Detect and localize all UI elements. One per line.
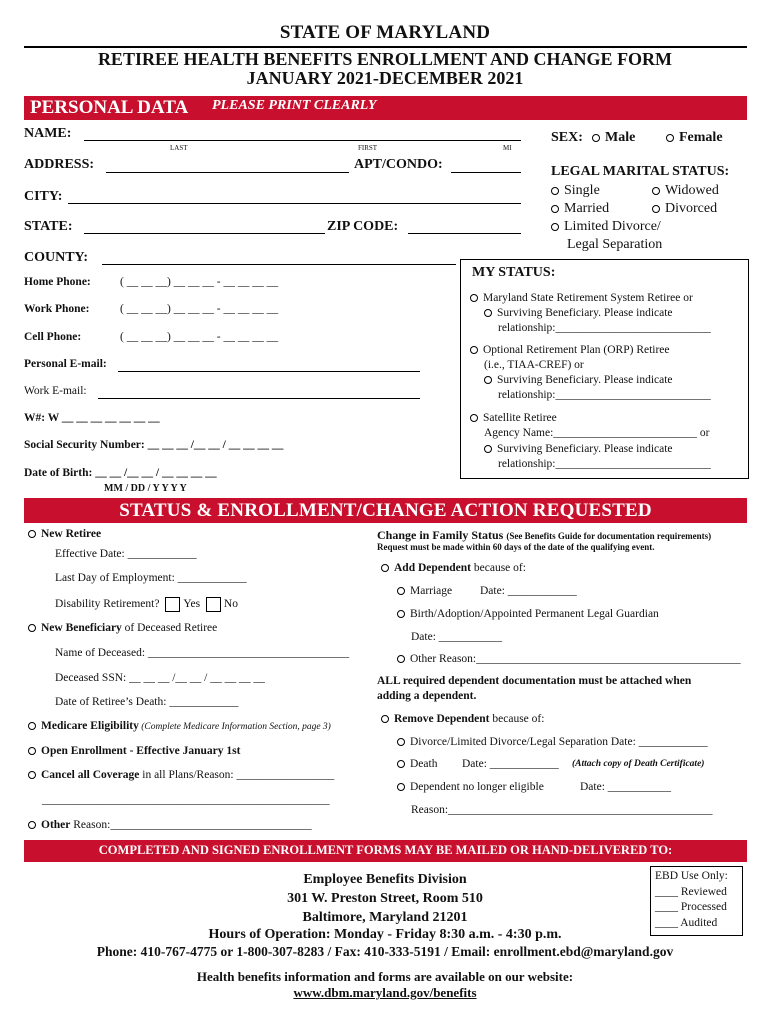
- cancel-label: Cancel all Coverage: [41, 769, 140, 781]
- other-reason-option[interactable]: [397, 653, 741, 665]
- ebd-title: EBD Use Only:: [655, 870, 728, 882]
- other-label: Other: [41, 819, 71, 831]
- radio-icon: [652, 187, 660, 195]
- orp-example: (i.e., TIAA-CREF) or: [484, 359, 584, 371]
- married-label: Married: [564, 201, 610, 216]
- agency-name-field[interactable]: Agency Name:_________________________ or: [484, 427, 710, 439]
- print-clearly-note: PLEASE PRINT CLEARLY: [212, 98, 377, 113]
- apt-label: APT/CONDO:: [354, 157, 443, 172]
- radio-icon: [470, 294, 478, 302]
- radio-icon: [28, 530, 36, 538]
- mi-label: MI: [503, 144, 512, 152]
- add-dependent-rest: because of:: [471, 562, 526, 574]
- other-reason-field: Reason:___________________________________: [70, 819, 312, 831]
- personal-data-title: PERSONAL DATA: [30, 97, 189, 118]
- apt-field[interactable]: [451, 172, 521, 173]
- zip-label: ZIP CODE:: [327, 219, 399, 234]
- family-status-note: (See Benefits Guide for documentation requirements): [506, 531, 712, 541]
- status-srs-beneficiary-option[interactable]: [484, 307, 673, 319]
- medicare-label: Medicare Eligibility: [41, 720, 139, 732]
- divorce-option[interactable]: [397, 736, 708, 748]
- state-field[interactable]: [84, 233, 325, 234]
- medicare-option[interactable]: [28, 720, 331, 732]
- radio-icon: [484, 309, 492, 317]
- header-rule: [24, 46, 747, 48]
- radio-icon: [28, 722, 36, 730]
- division-name: Employee Benefits Division: [303, 872, 467, 887]
- radio-icon: [28, 624, 36, 632]
- county-field[interactable]: [102, 264, 456, 265]
- sex-male-option[interactable]: [592, 130, 635, 146]
- radio-icon: [666, 134, 674, 142]
- radio-icon: [397, 760, 405, 768]
- zip-field[interactable]: [408, 233, 521, 234]
- website-wrap: [0, 985, 770, 1001]
- birth-adoption-label: Birth/Adoption/Appointed Permanent Legal Guardian: [410, 608, 659, 620]
- cancel-coverage-option[interactable]: [28, 769, 334, 781]
- city-address: Baltimore, Maryland 21201: [302, 910, 468, 925]
- mail-banner: [24, 840, 747, 862]
- radio-icon: [484, 445, 492, 453]
- marriage-date-field[interactable]: Date: ____________: [480, 585, 577, 597]
- legal-separation-label: Legal Separation: [567, 237, 663, 252]
- radio-icon: [470, 414, 478, 422]
- orp-relationship-field[interactable]: relationship:___________________________: [498, 389, 711, 401]
- limited-label: Limited Divorce/: [564, 219, 661, 234]
- work-phone-label: Work Phone:: [24, 303, 90, 315]
- no-label: No: [223, 598, 238, 611]
- radio-icon: [397, 655, 405, 663]
- website-note: Health benefits information and forms are available on our website:: [196, 969, 574, 984]
- no-checkbox[interactable]: [206, 597, 221, 612]
- ssn-field[interactable]: Social Security Number: __ __ __ /__ __ / __ __ __ __: [24, 439, 284, 451]
- medicare-note: (Complete Medicare Information Section, page 3): [138, 722, 331, 732]
- radio-icon: [592, 134, 600, 142]
- marital-limited-option[interactable]: [551, 219, 661, 235]
- remove-dependent-label: Remove Dependent: [394, 713, 490, 725]
- website-link[interactable]: www.dbm.maryland.gov/benefits: [293, 985, 477, 1000]
- radio-icon: [551, 187, 559, 195]
- birth-date-field[interactable]: Date: ___________: [411, 631, 503, 643]
- home-phone-field[interactable]: ( __ __ __) __ __ __ - __ __ __ __: [120, 276, 279, 288]
- personal-email-field[interactable]: [118, 371, 420, 372]
- name-deceased-field[interactable]: Name of Deceased: ___________________________________: [55, 647, 350, 659]
- radio-icon: [28, 821, 36, 829]
- action-title: STATUS & ENROLLMENT/CHANGE ACTION REQUESTED: [119, 500, 652, 521]
- radio-icon: [28, 747, 36, 755]
- ebd-use-box: [650, 866, 743, 936]
- sex-female-option[interactable]: [666, 130, 723, 146]
- radio-icon: [397, 738, 405, 746]
- srs-relationship-field[interactable]: relationship:___________________________: [498, 322, 711, 334]
- county-label: COUNTY:: [24, 250, 89, 265]
- satellite-label: Satellite Retiree: [483, 412, 557, 424]
- family-status-heading: [377, 528, 711, 543]
- action-band: [24, 498, 747, 523]
- marriage-label: Marriage: [410, 585, 453, 597]
- new-retiree-label: New Retiree: [41, 528, 102, 540]
- new-beneficiary-label: New Beneficiary: [41, 622, 122, 634]
- no-longer-eligible-label: Dependent no longer eligible: [410, 781, 544, 793]
- divorced-label: Divorced: [665, 201, 718, 216]
- new-beneficiary-rest: of Deceased Retiree: [121, 622, 218, 634]
- radio-icon: [470, 346, 478, 354]
- cancel-reason-line[interactable]: __________________________________________________: [42, 794, 330, 806]
- add-dependent-option[interactable]: [381, 562, 526, 574]
- radio-icon: [397, 610, 405, 618]
- status-srs-option[interactable]: [470, 292, 693, 304]
- open-enrollment-option[interactable]: [28, 745, 240, 757]
- form-title-main: RETIREE HEALTH BENEFITS ENROLLMENT AND CHANGE FORM: [97, 49, 673, 69]
- ebd-processed: ____ Processed: [655, 901, 727, 913]
- new-retiree-option[interactable]: [28, 528, 101, 540]
- city-field[interactable]: [68, 203, 521, 204]
- sex-label: SEX:: [551, 130, 583, 145]
- home-phone-label: Home Phone:: [24, 276, 91, 288]
- yes-checkbox[interactable]: [165, 597, 180, 612]
- widowed-label: Widowed: [665, 183, 719, 198]
- divorce-label: Divorce/Limited Divorce/Legal Separation Date: ____________: [410, 736, 708, 748]
- no-longer-date-field[interactable]: Date: ___________: [580, 781, 672, 793]
- yes-label: Yes: [183, 598, 201, 611]
- documentation-note-1: ALL required dependent documentation must be attached when: [377, 675, 692, 687]
- status-satellite-option[interactable]: [470, 412, 557, 424]
- other-option[interactable]: [28, 819, 312, 831]
- hours-of-operation: Hours of Operation: Monday - Friday 8:30 a.m. - 4:30 p.m.: [208, 927, 562, 942]
- family-status-title: Change in Family Status: [377, 528, 504, 542]
- remove-dependent-rest: because of:: [489, 713, 545, 725]
- open-enrollment-label: Open Enrollment - Effective January 1st: [41, 745, 241, 757]
- death-date-field[interactable]: Date: ____________: [462, 758, 559, 770]
- address-field[interactable]: [106, 172, 349, 173]
- radio-icon: [652, 205, 660, 213]
- add-dependent-label: Add Dependent: [394, 562, 472, 574]
- radio-icon: [397, 587, 405, 595]
- marital-label: LEGAL MARITAL STATUS:: [551, 164, 730, 179]
- radio-icon: [551, 205, 559, 213]
- male-label: Male: [605, 130, 636, 145]
- name-field[interactable]: [84, 140, 521, 141]
- form-title: [0, 50, 770, 88]
- state-label: STATE:: [24, 219, 73, 234]
- disability-label: Disability Retirement?: [55, 598, 160, 611]
- cell-phone-field[interactable]: ( __ __ __) __ __ __ - __ __ __ __: [120, 331, 279, 343]
- status-orp-option[interactable]: [470, 344, 670, 356]
- work-email-label: Work E-mail:: [24, 385, 87, 397]
- remove-reason-field[interactable]: Reason:______________________________________________: [411, 804, 713, 816]
- marital-single-option[interactable]: [551, 183, 600, 199]
- date-of-death-field[interactable]: Date of Retiree’s Death: ____________: [55, 696, 239, 708]
- documentation-note-2: adding a dependent.: [377, 690, 477, 702]
- mail-banner-text: COMPLETED AND SIGNED ENROLLMENT FORMS MAY BE MAILED OR HAND-DELIVERED TO:: [98, 843, 673, 857]
- first-label: FIRST: [358, 144, 378, 152]
- new-beneficiary-option[interactable]: [28, 622, 217, 634]
- marriage-option[interactable]: [397, 585, 452, 597]
- form-period: JANUARY 2021-DECEMBER 2021: [246, 68, 524, 88]
- work-email-field[interactable]: [98, 398, 420, 399]
- marital-married-option[interactable]: [551, 201, 609, 217]
- remove-dependent-option[interactable]: [381, 713, 544, 725]
- other-reason-label: Other Reason:______________________________________________: [410, 653, 741, 665]
- disability-question: [55, 597, 238, 612]
- personal-email-label: Personal E-mail:: [24, 358, 107, 370]
- orp-label: Optional Retirement Plan (ORP) Retiree: [483, 344, 670, 356]
- personal-data-band: [24, 96, 747, 120]
- ebd-reviewed: ____ Reviewed: [655, 885, 727, 898]
- marital-divorced-option[interactable]: [652, 201, 717, 217]
- dob-field[interactable]: Date of Birth: __ __ /__ __ / __ __ __ __: [24, 467, 217, 479]
- cell-phone-label: Cell Phone:: [24, 331, 82, 343]
- death-label: Death: [410, 758, 438, 770]
- radio-icon: [484, 376, 492, 384]
- city-label: CITY:: [24, 189, 63, 204]
- female-label: Female: [679, 130, 723, 145]
- orp-beneficiary-label: Surviving Beneficiary. Please indicate: [497, 374, 673, 386]
- single-label: Single: [564, 183, 600, 198]
- status-satellite-beneficiary-option[interactable]: [484, 443, 673, 455]
- my-status-title: MY STATUS:: [472, 265, 556, 280]
- death-certificate-note: (Attach copy of Death Certificate): [572, 759, 705, 769]
- cancel-reason-field: in all Plans/Reason: _________________: [139, 769, 335, 781]
- effective-date-field[interactable]: Effective Date: ____________: [55, 548, 197, 560]
- no-longer-eligible-option[interactable]: [397, 781, 544, 793]
- last-day-field[interactable]: Last Day of Employment: ____________: [55, 572, 247, 584]
- ebd-audited: ____ Audited: [655, 916, 718, 929]
- request-note: Request must be made within 60 days of the date of the qualifying event.: [377, 542, 655, 552]
- birth-adoption-option[interactable]: [397, 608, 659, 620]
- status-orp-beneficiary-option[interactable]: [484, 374, 673, 386]
- srs-label: Maryland State Retirement System Retiree or: [483, 292, 693, 304]
- form-state: STATE OF MARYLAND: [279, 22, 491, 43]
- deceased-ssn-field[interactable]: Deceased SSN: __ __ __ /__ __ / __ __ __ __: [55, 672, 265, 684]
- contact-info: Phone: 410-767-4775 or 1-800-307-8283 / Fax: 410-333-5191 / Email: enrollment.ebd@maryland.gov: [96, 944, 674, 959]
- street-address: 301 W. Preston Street, Room 510: [287, 891, 483, 906]
- radio-icon: [397, 783, 405, 791]
- last-label: LAST: [170, 144, 188, 152]
- name-label: NAME:: [24, 126, 72, 141]
- address-label: ADDRESS:: [24, 157, 95, 172]
- radio-icon: [381, 564, 389, 572]
- radio-icon: [381, 715, 389, 723]
- dob-format: MM / DD / Y Y Y Y: [104, 483, 187, 494]
- death-option[interactable]: [397, 758, 437, 770]
- radio-icon: [28, 771, 36, 779]
- work-phone-field[interactable]: ( __ __ __) __ __ __ - __ __ __ __: [120, 303, 279, 315]
- satellite-beneficiary-label: Surviving Beneficiary. Please indicate: [497, 443, 673, 455]
- srs-beneficiary-label: Surviving Beneficiary. Please indicate: [497, 307, 673, 319]
- w-number-field[interactable]: W#: W __ __ __ __ __ __ __: [24, 412, 160, 424]
- radio-icon: [551, 223, 559, 231]
- marital-widowed-option[interactable]: [652, 183, 719, 199]
- satellite-relationship-field[interactable]: relationship:___________________________: [498, 458, 711, 470]
